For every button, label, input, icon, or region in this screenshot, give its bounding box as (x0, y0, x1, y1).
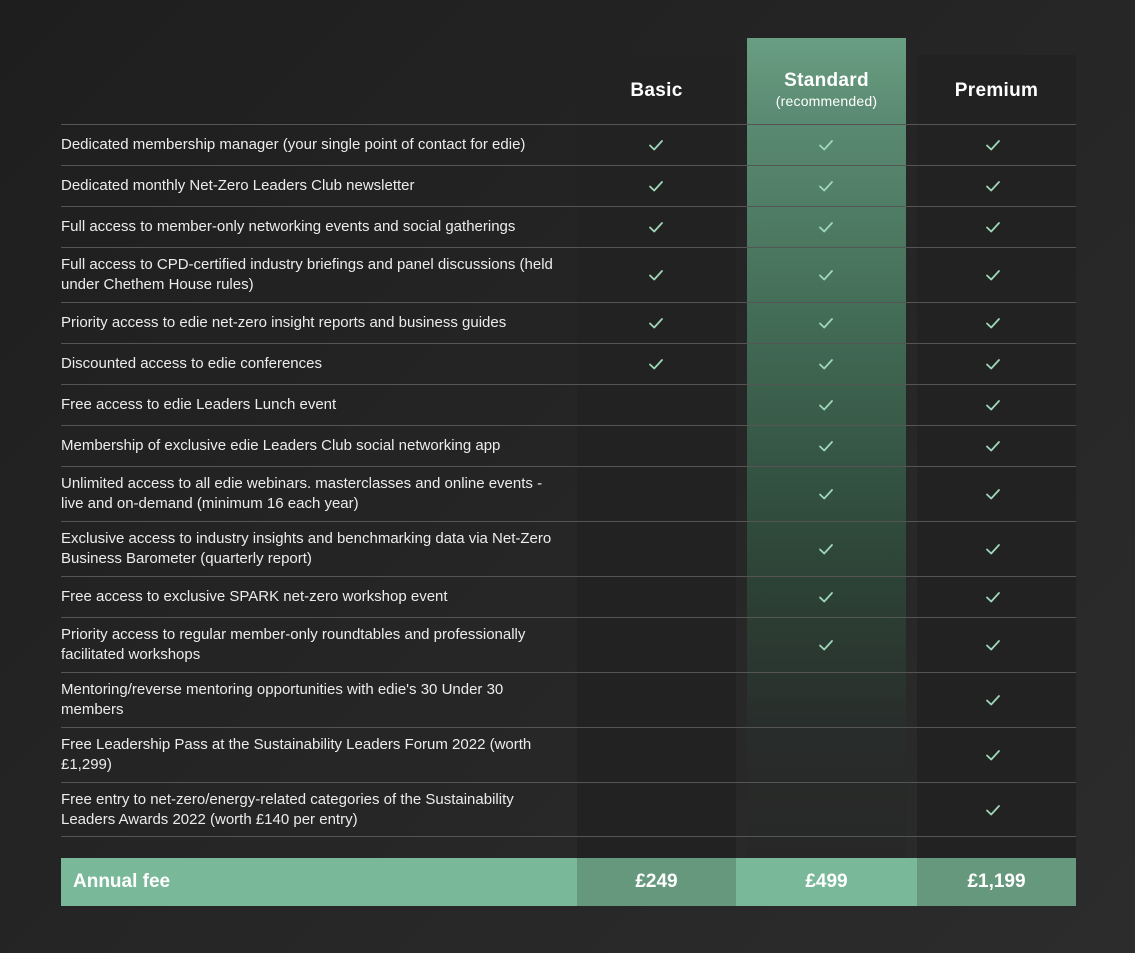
feature-row (61, 782, 1076, 837)
feature-label: Free access to edie Leaders Lunch event (61, 396, 337, 413)
check-icon (816, 354, 836, 374)
check-icon (983, 436, 1003, 456)
annual-fee-bar (61, 858, 1076, 906)
feature-row (61, 247, 1076, 302)
feature-row (61, 425, 1076, 466)
feature-label: Mentoring/reverse mentoring opportunities with edie's 30 Under 30 members (61, 681, 504, 718)
feature-row (61, 302, 1076, 343)
feature-label: Dedicated monthly Net-Zero Leaders Club newsletter (61, 177, 415, 194)
check-icon (646, 354, 666, 374)
check-icon (983, 313, 1003, 333)
annual-fee-label: Annual fee (73, 871, 171, 892)
check-icon (816, 539, 836, 559)
feature-label: Membership of exclusive edie Leaders Club social networking app (61, 437, 501, 454)
check-icon (816, 217, 836, 237)
check-icon (816, 635, 836, 655)
feature-row (61, 466, 1076, 521)
feature-row (61, 206, 1076, 247)
plan-header-standard (747, 70, 906, 109)
check-icon (983, 135, 1003, 155)
feature-label: Dedicated membership manager (your single point of contact for edie) (61, 136, 526, 153)
feature-label: Free access to exclusive SPARK net-zero workshop event (61, 588, 448, 605)
annual-fee-standard: £499 (736, 858, 917, 906)
check-icon (816, 313, 836, 333)
feature-label: Full access to member-only networking events and social gatherings (61, 218, 516, 235)
feature-row (61, 384, 1076, 425)
check-icon (646, 265, 666, 285)
feature-table (61, 124, 1076, 837)
check-icon (983, 354, 1003, 374)
feature-label: Free entry to net-zero/energy-related categories of the Sustainability Leaders Awards 2022 (worth £140 per entry) (61, 790, 514, 828)
feature-label: Discounted access to edie conferences (61, 355, 322, 372)
check-icon (983, 539, 1003, 559)
check-icon (983, 176, 1003, 196)
check-icon (983, 217, 1003, 237)
annual-fee-premium: £1,199 (917, 858, 1076, 906)
feature-row (61, 576, 1076, 617)
feature-row (61, 124, 1076, 165)
check-icon (646, 176, 666, 196)
check-icon (983, 587, 1003, 607)
check-icon (983, 395, 1003, 415)
check-icon (983, 635, 1003, 655)
check-icon (646, 135, 666, 155)
feature-label: Exclusive access to industry insights and benchmarking data via Net-Zero Business Barometer (quarterly report) (61, 530, 552, 567)
check-icon (983, 745, 1003, 765)
feature-row (61, 165, 1076, 206)
check-icon (816, 395, 836, 415)
check-icon (646, 313, 666, 333)
feature-label: Free Leadership Pass at the Sustainability Leaders Forum 2022 (worth £1,299) (61, 736, 532, 773)
check-icon (983, 265, 1003, 285)
plan-header-basic (577, 80, 736, 102)
plan-name-standard: Standard (784, 70, 869, 91)
feature-row (61, 727, 1076, 782)
annual-fee-basic: £249 (577, 858, 736, 906)
feature-row (61, 672, 1076, 727)
plan-name-premium: Premium (954, 80, 1039, 101)
check-icon (816, 265, 836, 285)
feature-row (61, 521, 1076, 576)
feature-row (61, 343, 1076, 384)
check-icon (816, 484, 836, 504)
check-icon (816, 135, 836, 155)
check-icon (646, 217, 666, 237)
feature-label: Priority access to edie net-zero insight reports and business guides (61, 314, 507, 331)
plan-header-premium (917, 80, 1076, 102)
check-icon (816, 587, 836, 607)
check-icon (983, 484, 1003, 504)
check-icon (816, 436, 836, 456)
check-icon (983, 800, 1003, 820)
feature-label: Full access to CPD-certified industry briefings and panel discussions (held under Chethem House rules) (61, 256, 553, 293)
feature-row (61, 617, 1076, 672)
check-icon (983, 690, 1003, 710)
feature-label: Unlimited access to all edie webinars. masterclasses and online events - live and on-demand (minimum 16 each year) (61, 475, 543, 512)
check-icon (816, 176, 836, 196)
feature-label: Priority access to regular member-only roundtables and professionally facilitated workshops (61, 626, 526, 663)
plan-subtitle-standard: (recommended) (775, 93, 878, 109)
plan-name-basic: Basic (630, 80, 683, 101)
